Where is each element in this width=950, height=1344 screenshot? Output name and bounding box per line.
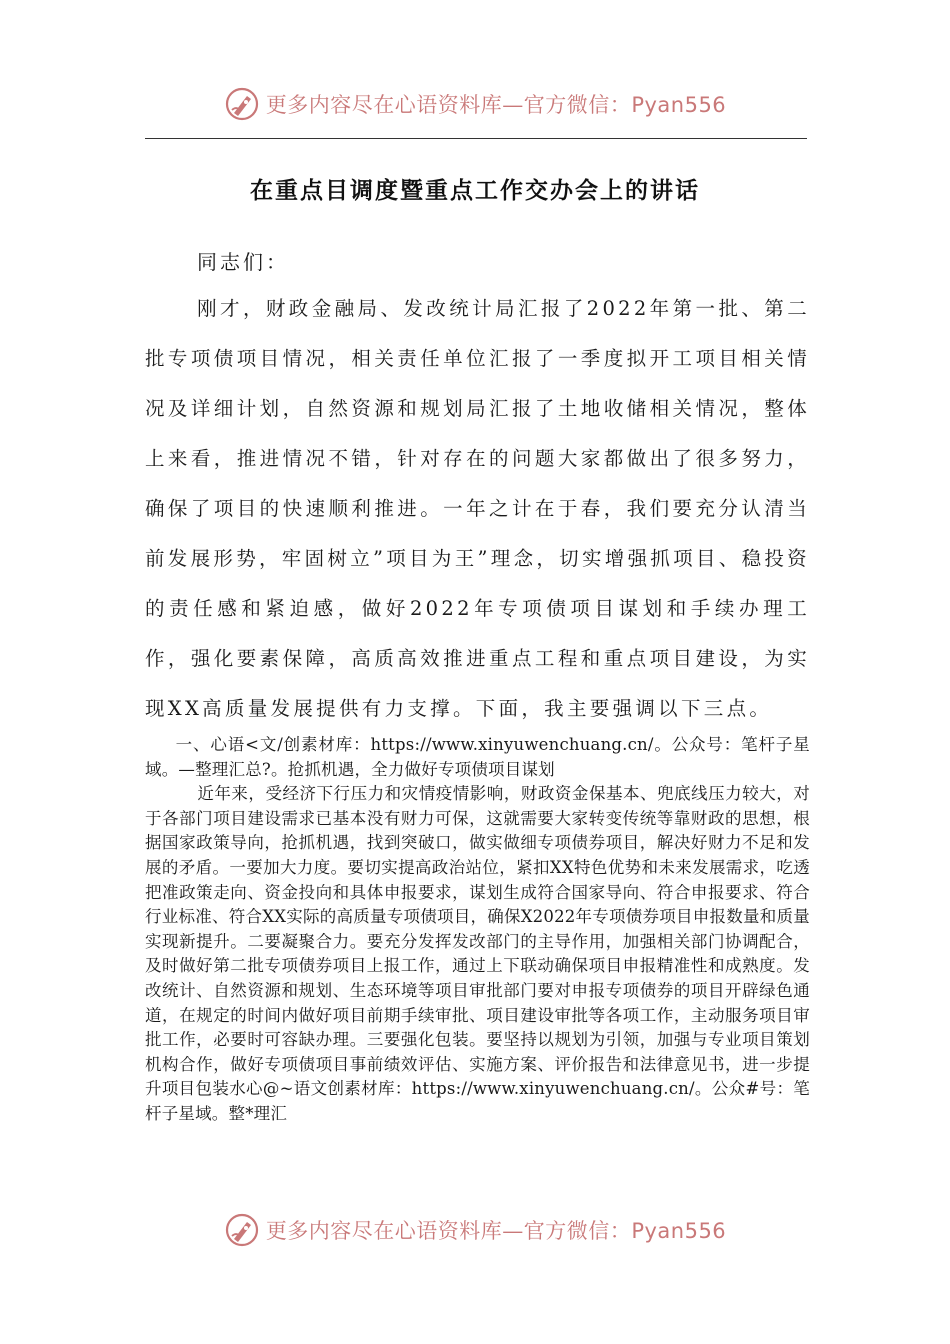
section-1-body: 近年来，受经济下行压力和灾情疫情影响，财政资金保基本、兜底线压力较大，对于各部门项目建设需求已基本没有财力可保，这就需要大家转变传统等靠财政的思想，根据国家政策导向，抢抓机遇，找到突破口，做实做细专项债券项目，解决好财力不足和发展的矛盾。一要加大力度。要切实提高政治站位，紧扣XX特色优势和未来发展需求，吃透把准政策走向、资金投向和具体申报要求，谋划生成符合国家导向、符合申报要求、符合行业标准、符合XX实际的高质量专项债项目，确保X2022年专项债券项目申报数量和质量实现新提升。二要凝聚合力。要充分发挥发改部门的主导作用，加强相关部门协调配合，及时做好第二批专项债券项目上报工作，通过上下联动确保项目申报精准性和成熟度。发改统计、自然资源和规划、生态环境等项目审批部门要对申报专项债券的项目开辟绿色通道，在规定的时间内做好项目前期手续审批、项目建设审批等各项工作，主动服务项目审批工作，必要时可容缺办理。三要强化包装。要坚持以规划为引领，加强与专业项目策划机构合作，做好专项债项目事前绩效评估、实施方案、评价报告和法律意见书，进一步提升项目包装水心@~语文创素材库：https://www.xinyuwenchuang.cn/。公众#号：笔杆子星域。整*理汇 [145,784,810,1123]
header-watermark [0,82,950,126]
section-1-heading: 一、心语<文/创素材库：https://www.xinyuwenchuang.cn/。公众号：笔杆子星域。—整理汇总?。抢抓机遇，全力做好专项债项目谋划 [145,735,810,779]
pen-tip-icon [224,86,260,122]
watermark-text: 更多内容尽在心语资料库—官方微信：Pyan556 [265,1219,727,1243]
pen-tip-icon [224,1212,260,1248]
intro-paragraph: 刚才，财政金融局、发改统计局汇报了2022年第一批、第二批专项债项目情况，相关责任单位汇报了一季度拟开工项目相关情况及详细计划，自然资源和规划局汇报了土地收储相关情况，整体上来看，推进情况不错，针对存在的问题大家都做出了很多努力，确保了项目的快速顺利推进。一年之计在于春，我们要充分认清当前发展形势，牢固树立”项目为王”理念，切实增强抓项目、稳投资的责任感和紧迫感，做好2022年专项债项目谋划和手续办理工作，强化要素保障，高质高效推进重点工程和重点项目建设，为实现XX高质量发展提供有力支撑。下面，我主要强调以下三点。 [145,297,810,720]
section-1 [145,733,810,1127]
footer-watermark [0,1208,950,1252]
watermark-text: 更多内容尽在心语资料库—官方微信：Pyan556 [265,93,727,117]
page-title: 在重点目调度暨重点工作交办会上的讲话 [250,178,700,204]
header-rule [145,138,807,139]
salutation: 同志们： [197,250,289,274]
